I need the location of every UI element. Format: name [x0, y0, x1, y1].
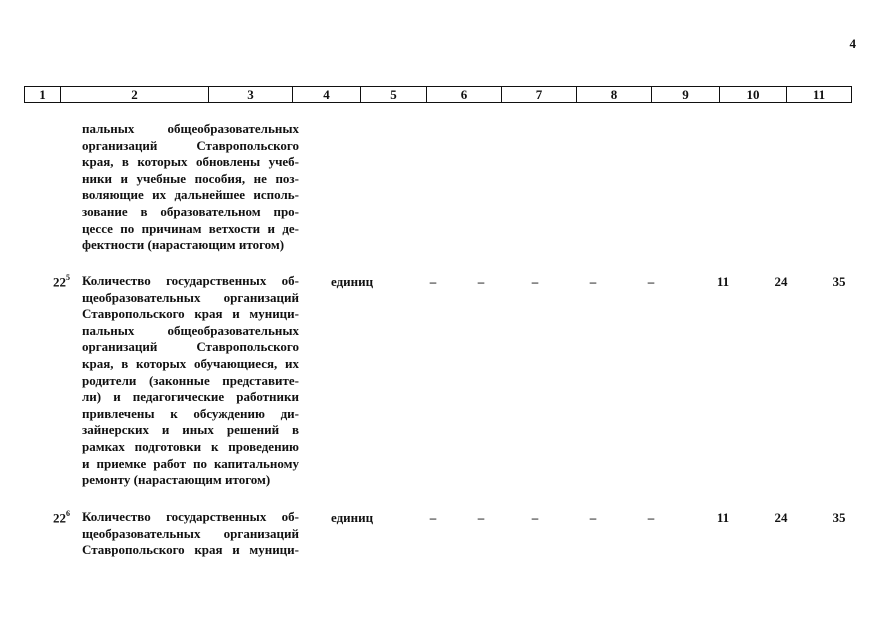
- page-number: 4: [849, 36, 856, 51]
- header-col-5: 5: [361, 87, 427, 103]
- row-22-5-col-8: –: [589, 274, 597, 289]
- desc-line: ники и учебные пособия, не поз-: [82, 170, 299, 186]
- row-continuation-description: [82, 121, 299, 254]
- row-22-5-col-7: –: [531, 274, 539, 289]
- desc-line: пальных общеобразовательных: [82, 322, 299, 338]
- desc-line: ли) и педагогические работники: [82, 389, 299, 405]
- row-number-22-5: [40, 274, 70, 290]
- desc-line: родители (законные представите-: [82, 372, 299, 388]
- row-number-main: 22: [53, 510, 66, 526]
- row-22-5-col-5: –: [429, 274, 437, 289]
- header-col-10: 10: [720, 87, 787, 103]
- desc-line: зайнерских и иных решений в: [82, 422, 299, 438]
- desc-line: организаций Ставропольского: [82, 339, 299, 355]
- row-number-superscript: 5: [66, 273, 70, 282]
- row-22-6-col-12: 35: [832, 510, 846, 525]
- desc-line: воляющие их дальнейшее исполь-: [82, 187, 299, 203]
- row-22-5-unit: единиц: [331, 274, 374, 289]
- desc-line: Количество государственных об-: [82, 273, 299, 288]
- row-22-6-description: [82, 509, 299, 559]
- header-col-7: 7: [502, 87, 577, 103]
- desc-line: края, в которых обучающиеся, их: [82, 355, 299, 371]
- desc-line: рамках подготовки к проведению: [82, 438, 299, 454]
- desc-line: Ставропольского края и муници-: [82, 542, 299, 558]
- header-col-1: 1: [25, 87, 61, 103]
- desc-line: Ставропольского края и муници-: [82, 306, 299, 322]
- desc-line: пальных общеобразовательных: [82, 121, 299, 136]
- header-col-11: 11: [787, 87, 852, 103]
- row-22-5-col-6: –: [477, 274, 485, 289]
- row-22-5-col-10: 11: [716, 274, 730, 289]
- desc-line: Количество государственных об-: [82, 509, 299, 524]
- desc-line: и приемке работ по капитальному: [82, 455, 299, 471]
- column-header-table: [24, 86, 852, 103]
- desc-line: привлечены к обсуждению ди-: [82, 405, 299, 421]
- row-22-6-col-5: –: [429, 510, 437, 525]
- row-number-main: 22: [53, 274, 66, 290]
- desc-line: края, в которых обновлены учеб-: [82, 154, 299, 170]
- header-col-2: 2: [61, 87, 209, 103]
- row-22-6-col-10: 11: [716, 510, 730, 525]
- row-22-6-unit: единиц: [331, 510, 374, 525]
- row-22-5-col-9: –: [647, 274, 655, 289]
- desc-line: щеобразовательных организаций: [82, 289, 299, 305]
- desc-line: зование в образовательном про-: [82, 203, 299, 219]
- row-22-6-col-8: –: [589, 510, 597, 525]
- header-col-4: 4: [293, 87, 361, 103]
- row-22-5-col-12: 35: [832, 274, 846, 289]
- desc-line: цессе по причинам ветхости и де-: [82, 220, 299, 236]
- row-22-5-col-11: 24: [774, 274, 788, 289]
- desc-line: щеобразовательных организаций: [82, 525, 299, 541]
- desc-line: фектности (нарастающим итогом): [82, 237, 285, 253]
- header-col-8: 8: [577, 87, 652, 103]
- row-22-6-col-6: –: [477, 510, 485, 525]
- desc-line: организаций Ставропольского: [82, 137, 299, 153]
- header-col-9: 9: [652, 87, 720, 103]
- row-22-5-description: [82, 273, 299, 489]
- desc-line: ремонту (нарастающим итогом): [82, 472, 271, 488]
- row-22-6-col-7: –: [531, 510, 539, 525]
- row-22-6-col-11: 24: [774, 510, 788, 525]
- row-22-6-col-9: –: [647, 510, 655, 525]
- header-row: [25, 87, 852, 103]
- header-col-6: 6: [427, 87, 502, 103]
- header-col-3: 3: [209, 87, 293, 103]
- row-number-superscript: 6: [66, 509, 70, 518]
- row-number-22-6: [40, 510, 70, 526]
